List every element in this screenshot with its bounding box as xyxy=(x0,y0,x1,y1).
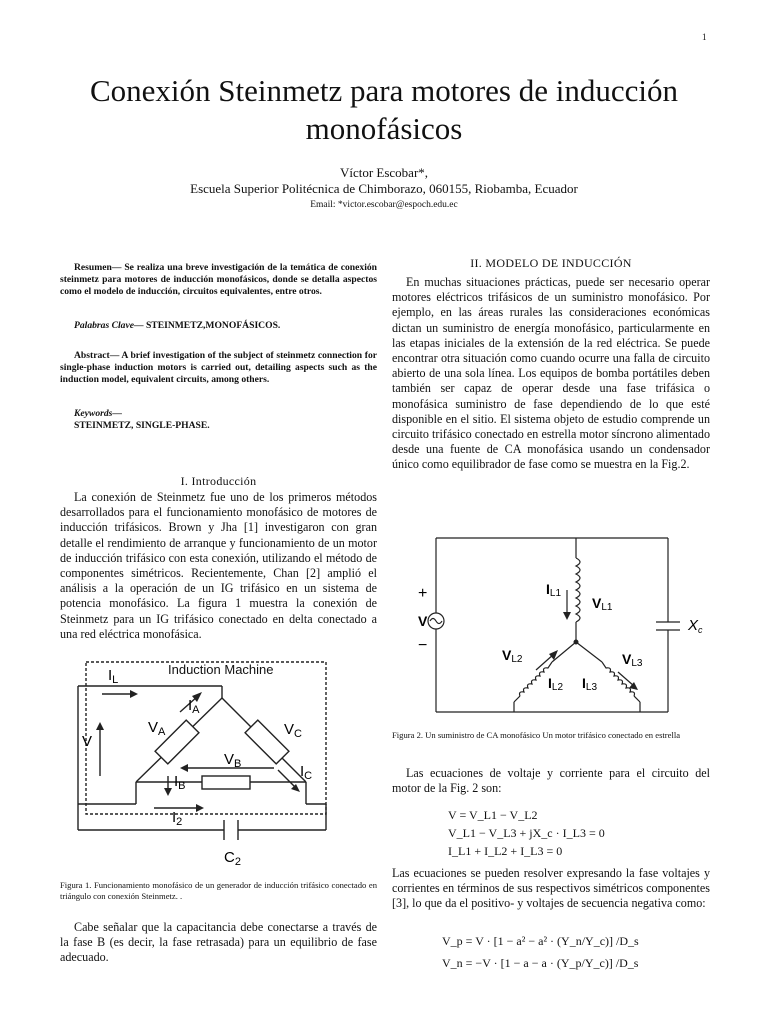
palabras-lead: Palabras Clave— xyxy=(74,320,144,331)
section2-body xyxy=(392,275,710,473)
section2-heading: II. MODELO DE INDUCCIÓN xyxy=(470,256,632,270)
equation-3: I_L1 + I_L2 + I_L3 = 0 xyxy=(448,844,563,858)
equation-1: V = V_L1 − V_L2 xyxy=(448,808,538,822)
section1-heading: I. Introducción xyxy=(180,474,257,488)
email: Email: *victor.escobar@espoch.edu.ec xyxy=(310,200,458,210)
section1-paragraph-1: La conexión de Steinmetz fue uno de los primeros métodos desarrollados para el funcionamiento monofásico de motores de inducción trifásicos. Brown y Jha [1] investigaron con gran detalle el rendimiento de arranque y funcionamiento de un motor de inducción trifásico con esta conexión, utilizando el método de componentes simétricos. Recientemente, Chan [2] amplió el análisis a la operación de un IG trifásico en un sistema de potencia monofásico. La figura 1 muestra la conexión de Steinmetz para un IG trifásico conectado en delta conectado a una red eléctrica monofásica. xyxy=(60,490,377,641)
fig2-vl3: VL3 xyxy=(622,651,643,669)
palabras-text: STEINMETZ,MONOFÁSICOS. xyxy=(143,320,281,331)
keywords-en xyxy=(60,408,377,432)
fig1-il: $I_L$ xyxy=(108,667,119,686)
fig2-il3: IL3 xyxy=(582,675,598,693)
fig2-il1: IL1 xyxy=(546,581,562,599)
abstract-es xyxy=(60,262,377,299)
fig1-ic: $I_C$ xyxy=(300,763,313,782)
keywords-es xyxy=(60,320,377,332)
author: Víctor Escobar*, xyxy=(339,165,429,180)
fig2-plus: + xyxy=(418,585,428,602)
abstract-text: A brief investigation of the subject of steinmetz connection for single-phase induction motors is carried out, detailing aspects such as the induction model, equivalent circuits, among others. xyxy=(60,350,377,386)
fig2-il2: IL2 xyxy=(548,675,564,693)
abstract-lead: Abstract— xyxy=(74,350,120,361)
equation-4: V_p = V · [1 − a² − a² · (Y_n/Y_c)] /D_s xyxy=(442,934,639,948)
fig1-c2: $C_2$ xyxy=(224,849,241,868)
fig1-v: V xyxy=(82,733,93,750)
affiliation: Escuela Superior Politécnica de Chimborazo, 060155, Riobamba, Ecuador xyxy=(190,181,578,196)
section2-paragraph-2: Las ecuaciones de voltaje y corriente para el circuito del motor de la Fig. 2 son: xyxy=(392,766,710,796)
paper-title: Conexión Steinmetz para motores de inducción monofásicos xyxy=(90,73,678,146)
machine-box xyxy=(86,662,326,814)
fig1-vc: $V_C$ xyxy=(284,721,302,740)
fig1-box-label: Induction Machine xyxy=(168,662,274,677)
figure1-caption: Figura 1. Funcionamiento monofásico de un generador de inducción trifásico conectado en triángulo con conexión Steinmetz. . xyxy=(60,880,377,901)
page-number: 1 xyxy=(702,32,707,42)
fig2-vl1: VL1 xyxy=(592,595,613,613)
fig1-va: $V_A$ xyxy=(148,719,166,738)
section2-paragraph-1: En muchas situaciones prácticas, puede ser necesario operar motores eléctricos trifásicos de un suministro monofásico. Por ejemplo, en las áreas rurales las consideraciones económicas dictan un suministro de energía monofásico, particularmente en las etapas iniciales de la extensión de la red eléctrica. Se puede encontrar otra situación como cuando ocurre una falla de circuito abierto de una sola línea. Los equipos de bomba portátiles deben también ser capaz de operar desde una fase trifásica o monofásica suministro de fase dependiendo de lo que esté disponible en el sitio. El sistema objeto de estudio comprende un circuito trifásico conectado en estrella motor síncrono alimentado desde una fuente de CA monofásica usando un condensador único como equilibrador de fase como se muestra en la Fig.2. xyxy=(392,275,710,472)
fig1-i2: $I_2$ xyxy=(172,809,183,828)
equation-2: V_L1 − V_L3 + jX_c · I_L3 = 0 xyxy=(448,826,605,840)
fig2-minus: − xyxy=(418,637,428,654)
fig1-vb: $V_B$ xyxy=(224,751,242,770)
section1-paragraph-2: Cabe señalar que la capacitancia debe conectarse a través de la fase B (es decir, la fase retrasada) para un equilibrio de fase adecuado. xyxy=(60,920,377,965)
fig1-ib: $I_B$ xyxy=(174,773,186,792)
section1-body-2 xyxy=(60,920,377,966)
figure2-caption: Figura 2. Un suministro de CA monofásico Un motor trifásico conectado en estrella xyxy=(392,730,681,740)
keywords-text: STEINMETZ, SINGLE-PHASE. xyxy=(74,420,210,432)
figure2-diagram xyxy=(396,530,712,720)
equation-5: V_n = −V · [1 − a − a · (Y_p/Y_c)] /D_s xyxy=(442,956,639,970)
keywords-lead: Keywords— xyxy=(74,408,122,419)
fig2-xc: $X_c$ xyxy=(688,617,703,635)
abstract-en xyxy=(60,350,377,387)
figure1-diagram xyxy=(64,658,344,870)
resumen-text: Se realiza una breve investigación de la temática de conexión steinmetz para motores de inducción monofásicos, donde se detalla aspectos como el modelo de inducción, circuitos equivalentes, entre otros. xyxy=(60,262,377,298)
fig2-v: V xyxy=(418,613,428,629)
section2-paragraph-3: Las ecuaciones se pueden resolver expresando la fase voltajes y corrientes en términos de sus respectivos simétricos componentes [3], lo que da el positivo- y voltajes de secuencia negativa como: xyxy=(392,866,710,911)
fig1-ia: $I_A$ xyxy=(188,697,200,716)
resumen-lead: Resumen— xyxy=(74,262,122,273)
fig2-vl2: VL2 xyxy=(502,647,523,665)
section2-body-3 xyxy=(392,866,710,912)
section1-body xyxy=(60,490,377,642)
section2-body-2 xyxy=(392,766,710,796)
